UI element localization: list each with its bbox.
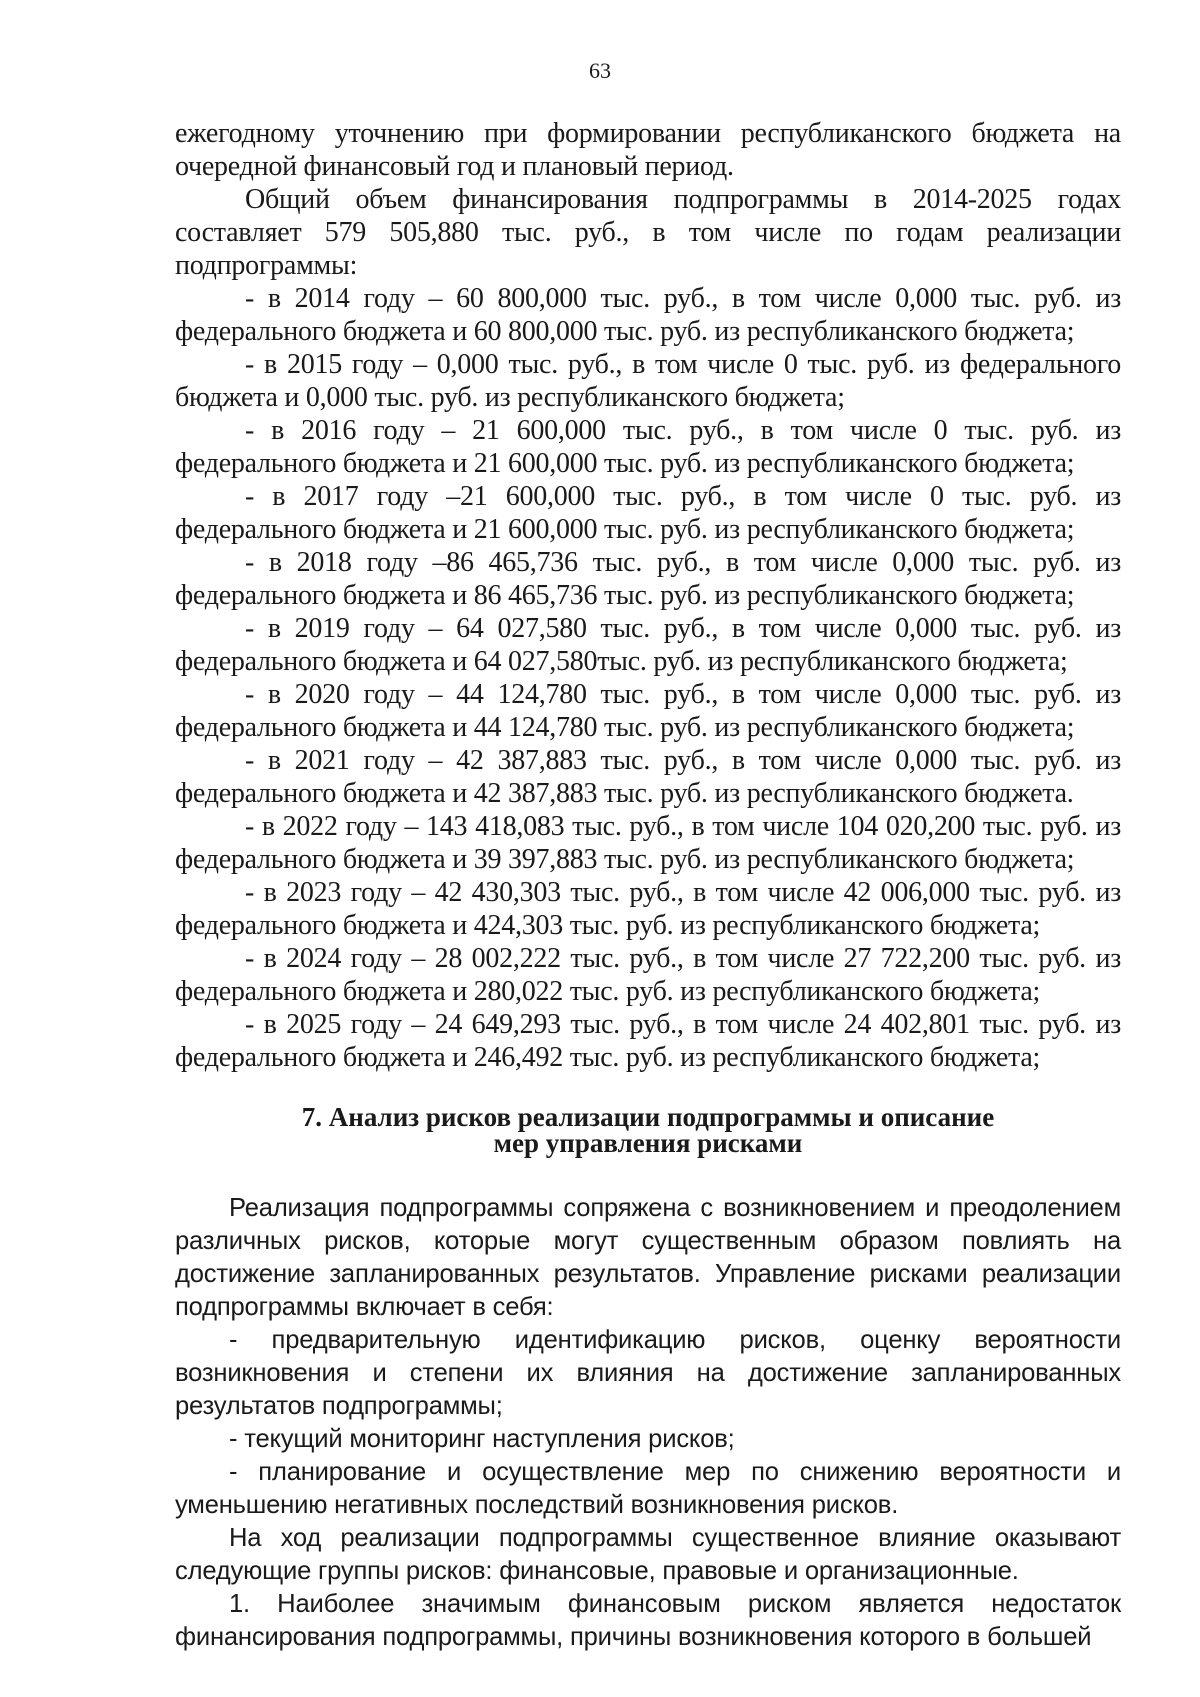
page-content	[175, 117, 1121, 1654]
risk-management-item: - планирование и осуществление мер по снижению вероятности и уменьшению негативных последствий возникновения рисков.	[175, 1458, 1121, 1519]
funding-year-2020: - в 2020 году – 44 124,780 тыс. руб., в том числе 0,000 тыс. руб. из федерального бюджета и 44 124,780 тыс. руб. из республиканского бюджета;	[175, 679, 1121, 743]
risks-intro-paragraph: Реализация подпрограммы сопряжена с возникновением и преодолением различных рисков, которые могут существенным образом повлиять на достижение запланированных результатов. Управление рисками реализации подпрограммы включает в себя:	[175, 1194, 1121, 1321]
section-heading-line-1: 7. Анализ рисков реализации подпрограммы и описание	[301, 1102, 995, 1132]
funding-year-2023: - в 2023 году – 42 430,303 тыс. руб., в том числе 42 006,000 тыс. руб. из федерального бюджета и 424,303 тыс. руб. из республиканского бюджета;	[175, 877, 1121, 941]
funding-year-2017: - в 2017 году –21 600,000 тыс. руб., в том числе 0 тыс. руб. из федерального бюджета и 21 600,000 тыс. руб. из республиканского бюджета;	[175, 481, 1121, 545]
funding-year-2024: - в 2024 году – 28 002,222 тыс. руб., в том числе 27 722,200 тыс. руб. из федерального бюджета и 280,022 тыс. руб. из республиканского бюджета;	[175, 943, 1121, 1007]
risk-management-item: - текущий мониторинг наступления рисков;	[229, 1425, 735, 1453]
risks-section	[175, 1192, 1121, 1654]
funding-year-2025: - в 2025 году – 24 649,293 тыс. руб., в том числе 24 402,801 тыс. руб. из федерального бюджета и 246,492 тыс. руб. из республиканского бюджета;	[175, 1009, 1121, 1073]
total-funding-paragraph: Общий объем финансирования подпрограммы в 2014-2025 годах составляет 579 505,880 тыс. руб., в том числе по годам реализации подпрограммы:	[175, 184, 1121, 281]
page-number: 63	[589, 58, 611, 83]
funding-year-2022: - в 2022 году – 143 418,083 тыс. руб., в том числе 104 020,200 тыс. руб. из федерального бюджета и 39 397,883 тыс. руб. из республиканского бюджета;	[175, 811, 1121, 875]
funding-year-2015: - в 2015 году – 0,000 тыс. руб., в том числе 0 тыс. руб. из федерального бюджета и 0,000 тыс. руб. из республиканского бюджета;	[175, 349, 1121, 413]
risk-groups-paragraph: На ход реализации подпрограммы существенное влияние оказывают следующие группы рисков: финансовые, правовые и организационные.	[175, 1524, 1121, 1585]
funding-year-2018: - в 2018 году –86 465,736 тыс. руб., в том числе 0,000 тыс. руб. из федерального бюджета и 86 465,736 тыс. руб. из республиканского бюджета;	[175, 547, 1121, 611]
funding-year-2014: - в 2014 году – 60 800,000 тыс. руб., в том числе 0,000 тыс. руб. из федерального бюджета и 60 800,000 тыс. руб. из республиканского бюджета;	[175, 283, 1121, 347]
funding-section	[175, 117, 1121, 1074]
risk-management-item: - предварительную идентификацию рисков, оценку вероятности возникновения и степени их влияния на достижение запланированных результатов подпрограммы;	[175, 1326, 1121, 1420]
funding-year-2016: - в 2016 году – 21 600,000 тыс. руб., в том числе 0 тыс. руб. из федерального бюджета и 21 600,000 тыс. руб. из республиканского бюджета;	[175, 415, 1121, 479]
section-heading-line-2: мер управления рисками	[493, 1128, 803, 1158]
section-heading	[175, 1104, 1121, 1156]
continuation-paragraph: ежегодному уточнению при формировании республиканского бюджета на очередной финансовый год и плановый период.	[175, 118, 1121, 182]
funding-year-2021: - в 2021 году – 42 387,883 тыс. руб., в том числе 0,000 тыс. руб. из федерального бюджета и 42 387,883 тыс. руб. из республиканского бюджета.	[175, 745, 1121, 809]
funding-year-2019: - в 2019 году – 64 027,580 тыс. руб., в том числе 0,000 тыс. руб. из федерального бюджета и 64 027,580тыс. руб. из республиканского бюджета;	[175, 613, 1121, 677]
financial-risk-paragraph: 1. Наиболее значимым финансовым риском является недостаток финансирования подпрограммы, причины возникновения которого в большей	[175, 1590, 1121, 1651]
